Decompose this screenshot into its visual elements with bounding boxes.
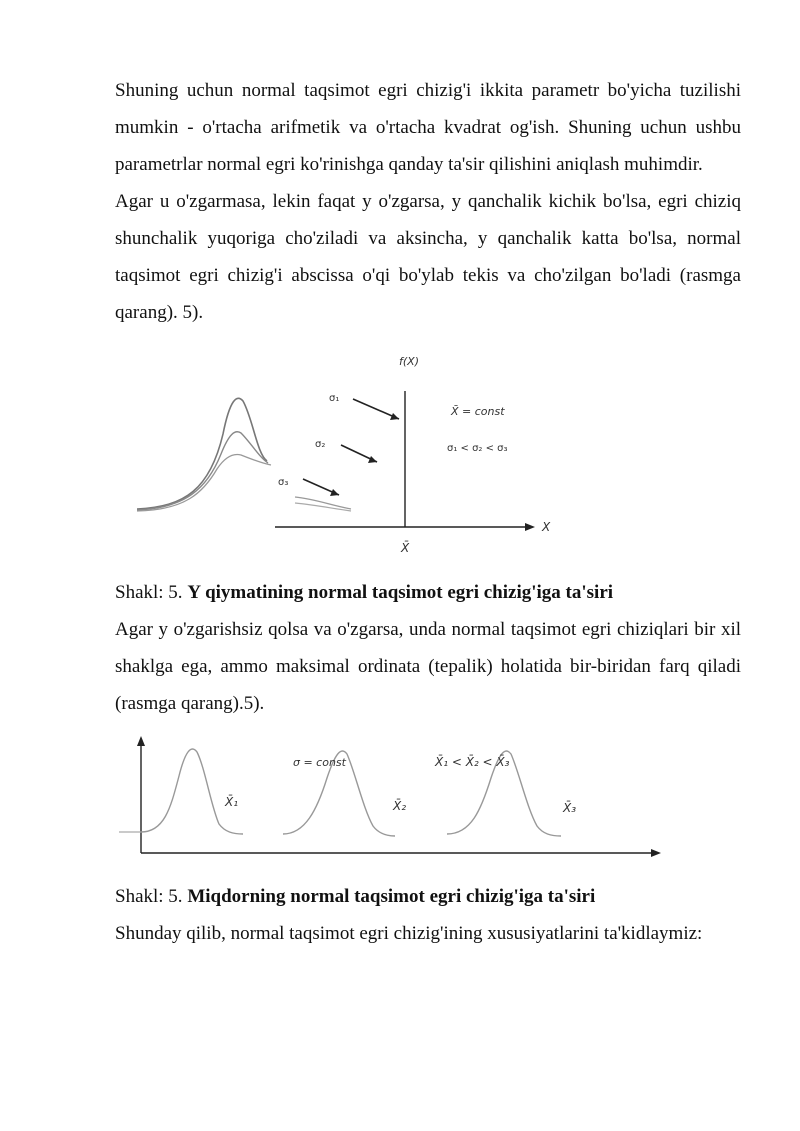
document-page [115,72,741,952]
paragraph-parameters: Shuning uchun normal taqsimot egri chizig'i ikkita parametr bo'yicha tuzilishi mumkin - o'rtacha arifmetik va o'rtacha kvadrat og'ish. Shuning uchun ushbu parametrlar normal egri ko'rinishga qanday ta'sir qilishini aniqlash muhimdir. [115,80,741,175]
caption2-prefix: Shakl: 5. [115,886,183,907]
caption2-title: Miqdorning normal taqsimot egri chizig'iga ta'siri [187,886,596,907]
mean-order-label: X̄₁ < X̄₂ < X̄₃ [435,755,510,769]
curve-sigma1 [137,398,267,509]
mean2-label: X̄₂ [393,799,407,813]
figure1-caption [115,574,741,611]
caption1-prefix: Shakl: 5. [115,582,183,603]
paragraph-sigma-effect: Agar u o'zgarmasa, lekin faqat y o'zgarsa, y qanchalik kichik bo'lsa, egri chiziq shunchalik yuqoriga cho'ziladi va aksincha, y qanchalik katta bo'lsa, normal taqsimot egri chizig'i abscissa o'qi bo'ylab tekis va cho'zilgan bo'ladi (rasmga qarang). 5). [115,191,741,323]
sigma1-label: σ₁ [329,393,340,404]
sigma-const-label: σ = const [293,756,346,769]
mean3-label: X̄₃ [563,801,577,815]
mean1-label: X̄₁ [225,795,239,809]
figure2-caption [115,878,741,915]
paragraph-properties: Shunday qilib, normal taqsimot egri chizig'ining xususiyatlarini ta'kidlaymiz: [115,923,703,944]
sigma3-label: σ₃ [278,477,289,488]
figure-mean-effect [105,728,731,868]
caption1-title: Y qiymatining normal taqsimot egri chizig'iga ta'siri [187,582,614,603]
curve-sigma2 [137,432,268,510]
paragraph-mean-effect: Agar y o'zgarishsiz qolsa va o'zgarsa, unda normal taqsimot egri chiziqlari bir xil shaklga ega, ammo maksimal ordinata (tepalik) holatida bir-biridan farq qiladi (rasmga qarang).5). [115,619,741,714]
curve-mean1 [141,749,243,834]
sigma2-label: σ₂ [315,439,326,450]
x-axis-label: X [542,520,551,534]
sigma-order-label: σ₁ < σ₂ < σ₃ [447,443,508,454]
mean-label: X̄ [401,541,410,555]
y-axis-label: f(X) [399,355,419,368]
mean-const-label: X̄ = const [451,405,505,418]
figure-sigma-effect [115,339,741,564]
